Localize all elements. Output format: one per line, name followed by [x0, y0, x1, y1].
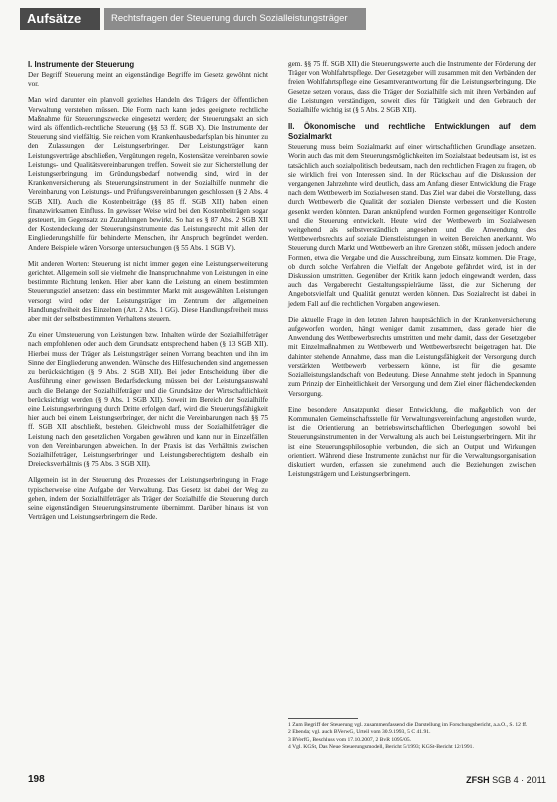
paragraph: Eine besondere Ansatzpunkt dieser Entwicklung, die maßgeblich von der Kommunalen Gemeinschaftsstelle für Verwaltungsvereinfachung angestoßen wurde, ist die Orientierung an betriebswirtschaftlichen Überlegungen sowohl bei Steuerungsinstrumenten in der Verwaltung als auch bei Leistungserbringern. Mit ihr ist eine Steuerungsphilosophie verbunden, die sich an Output und Wirkungen orientiert. Während diese Instrumente zunächst nur für die Verwaltungsorganisation diskutiert wurden, erfassen sie zunehmend auch die Beziehungen zwischen Leistungsträgern und Leistungserbringern.: [288, 405, 536, 479]
left-column: [28, 60, 268, 529]
running-title: Rechtsfragen der Steuerung durch Sozialleistungsträger: [104, 8, 366, 30]
paragraph: Zu einer Umsteuerung von Leistungen bzw. Inhalten würde der Sozialhilfeträger nach empfohlenen oder auch dem Grundsatz entsprechend haben (§ 13 SGB XII). Hierbei muss der Träger als Leistungsträger seinen Vorrang beachten und ihn im Sinne der Eingliederung anwenden. Wünsche des Hilfesuchenden sind angemessen zu berücksichtigen (§ 9 Abs. 2 SGB XII). Bei jeder Entscheidung über die Ausführung einer gewissen Bedarfsdeckung müssen bei der Leistungsauswahl auch die Belange der Sozialhilfeträger und die Grundsätze der Wirtschaftlichkeit berücksichtigt werden (§ 9 Abs. 1 SGB XII). Soweit im Bereich der Sozialhilfe eine Leistungserbringung durch Dritte erfolgen darf, wird die Steuerungsfähigkeit hier auch bei einem Leistungserbringer, der nicht die Vereinbarungen nach §§ 75 ff. SGB XII abschließt, bestehen. Gleichwohl muss der Sozialhilfeträger die Leistung nach den gesetzlichen Vorgaben gewähren und kann nur in Einzelfällen von den Vereinbarungen abweichen. In der Praxis ist das Verhältnis zwischen Sozialhilfeträger, Leistungserbringer und Leistungsberechtigtem deshalb ein Dreiecksverhältnis (§ 75 Abs. 3 SGB XII).: [28, 331, 268, 469]
journal-suffix: SGB: [492, 775, 512, 785]
footnotes: [288, 722, 536, 752]
section-label: Aufsätze: [20, 8, 100, 30]
page-number: 198: [28, 774, 45, 785]
page-header: [0, 0, 557, 36]
journal-citation: [422, 775, 546, 785]
paragraph: gem. §§ 75 ff. SGB XII) die Steuerungswerte auch die Instrumente der Förderung der Träger von Wohlfahrtspflege. Der Gesetzgeber will zusammen mit den Verbänden der freien Wohlfahrtspflege eine Gesamtverantwortung für die Leistungserbringung. Die Gesetze setzen voraus, dass die Träger der Sozialhilfe sich mit ihren Verbänden auf die Leistungen verständigen, soweit dies für Tätigkeit und den Gebrauch der Sozialhilfe wichtig ist (§ 5 Abs. 2 SGB XII).: [288, 60, 536, 115]
paragraph: Mit anderen Worten: Steuerung ist nicht immer gegen eine Leistungserweiterung gerichtet. Allgemein soll sie vielmehr die Inanspruchnahme von Leistungen in eine bestimmte Richtung lenken. Hier aber kann die Leistung an einem bestimmten Steuerungsziel ansetzen: dass ein bestimmter Markt mit ausgewählten Leistungen versorgt wird oder der Leistungsträger im Zentrum der allgemeinen Handlungsfreiheit des Einzelnen (Art. 2 Abs. 1 GG). Diese Handlungsfreiheit muss aber mit der selbstbestimmten Verhaltens steuern.: [28, 259, 268, 324]
footnote-divider: [288, 718, 358, 719]
section-heading-1: I. Instrumente der Steuerung: [28, 60, 135, 69]
footnote: 3 BVerfG, Beschluss vom 17.10.2007, 2 BvR 1095/05.: [288, 736, 412, 743]
section-heading-2: II. Ökonomische und rechtliche Entwicklungen auf dem Sozialmarkt: [288, 122, 536, 142]
footnote: 1 Zum Begriff der Steuerung vgl. zusammenfassend die Darstellung im Forschungsbericht, a.a.O., S. 12 ff.: [288, 722, 528, 728]
paragraph: Allgemein ist in der Steuerung des Prozesses der Leistungserbringung in Frage typischerweise eine Aufgabe der Verwaltung. Das Gesetz ist dabei der Weg zu gehen, indem der Sozialhilfeträger als Träger der Sozialhilfe die Steuerung durch seine eigenständigen Steuerungsinstrumente übernimmt. Darüber hinaus ist von Verträgen und Leistungserbringern die Rede.: [28, 476, 268, 522]
journal-issue: 4 · 2011: [513, 775, 546, 785]
footnote: 4 Vgl. KGSt, Das Neue Steuerungsmodell, Bericht 5/1993; KGSt-Bericht 12/1991.: [288, 744, 474, 751]
paragraph: Der Begriff Steuerung meint an eigenständige Begriffe im Gesetz gewöhnt nicht vor.: [28, 71, 268, 89]
paragraph: Steuerung muss beim Sozialmarkt auf einer wirtschaftlichen Grundlage ansetzen. Worin auch das mit dem Steuerungsmöglichkeiten im Sozialstaat bedeutsam ist, ist es tatsächlich auch sozialpolitisch bedeutsam, nach den rechtlichen Fragen zu fragen, ob sie wirklich frei von Interessen sind. In der Rückschau auf die Diskussion der vergangenen Jahrzehnte wird deutlich, dass am Anfang dieser Entwicklung die Frage nach dem Wettbewerb im Sozialwesen stand. Das Ziel war dabei die Vorstellung, dass durch Wettbewerb die Qualität der sozialen Dienste verbessert und die Kosten gesenkt werden könnten. Daran anknüpfend wurden Formen gegenseitiger Kontrolle und die Steuerung entwickelt. Heute wird der Wettbewerb im Sozialwesen weitgehend als selbstverständlich angesehen und die Anwendung des Wettbewerbsrechts auf soziale Dienstleistungen in weiten Bereichen anerkannt. Wo Steuerung durch Markt und Wettbewerb an ihre Grenzen stößt, müssen jedoch andere Formen, etwa die Vergabe und die Ausschreibung, zum Einsatz kommen. Die Frage, ob durch solche Verfahren die Vielfalt der Angebote gefährdet wird, ist in der Diskussion umstritten. Gegenüber der Kritik kann jedoch eingewandt werden, dass auch das Vergaberecht Gestaltungsspielräume lässt, die zur Sicherung der Angebotsvielfalt und Qualität genutzt werden können. Das Sozialrecht ist dabei in jedem Fall auf die rechtlichen Vorgaben angewiesen.: [288, 143, 536, 308]
paragraph: Man wird darunter ein planvoll gezieltes Handeln des Trägers der öffentlichen Verwaltung verstehen müssen. Die Form nach kann jedes geeignete rechtliche Maßnahme für Steuerungszwecke eingesetzt werden; der Steuerungsakt an sich wird als öffentlich-rechtliche Steuerung (§§ 53 ff. SGB X). Die Instrumente der Steuerung sind vielfältig. Sie reichen vom Krankenhausbedarfsplan bis hinunter zu den Zulassungen der Leistungserbringer. Der Leistungsträger kann Leistungsverträge abschließen, Vergütungen regeln, Kostensätze vereinbaren sowie Leistungs- und Qualitätsvereinbarungen treffen. Soweit sie zur Sicherstellung der Leistungserbringung im Gründungsbedarf notwendig sind, wird in der Krankenversicherung als Steuerungsinstrument in der Sozialhilfe nunmehr die Vereinbarung von Leistungs- und Prüfungsvereinbarungen geschlossen (§ 2 Abs. 4 SGB XII). Auch die Kostenbeiträge (§§ 85 ff. SGB XII) haben einen finanzwirksamen Einfluss. In gewisser Weise wird bei den Kostenbeiträgen sogar gesteuert, im Gegensatz zu Zuzahlungen bewirkt. So hat es § 87 Abs. 2 SGB XII der Kostendeckung der Steuerungsinstrumente das Leistungsrecht mit allen der Eingliederungshilfe für behinderte Menschen, ihr Anspruch begründet werden. Andere Beispiele wären Vorsorge untersuchungen (§ 55 Abs. 1 SGB V).: [28, 96, 268, 252]
footnote: 2 Ebenda; vgl. auch BVerwG, Urteil vom 30.9.1993, 5 C 41.91.: [288, 729, 431, 736]
paragraph: Die aktuelle Frage in den letzten Jahren hauptsächlich in der Krankenversicherung aufgeworfen worden, hängt weniger damit zusammen, dass gerade hier die Anwendung des Wettbewerbsrechts umstritten und mehr damit, dass der Gesetzgeber mit Einzelmaßnahmen zu Wettbewerb und Wettbewerbsrecht beigetragen hat. Die dahinter stehende Annahme, dass man die Leistungsfähigkeit der Versorgung durch verstärkten Wettbewerb verbessern könne, ist für die gesamte Sozialleistungslandschaft von Bedeutung. Diese Annahme steht jedoch in Spannung zum Prinzip der Einheitlichkeit der Versorgung und dem Ziel einer flächendeckenden Versorgung.: [288, 315, 536, 398]
right-column: [288, 60, 536, 479]
journal-name: ZFSH: [466, 775, 490, 785]
